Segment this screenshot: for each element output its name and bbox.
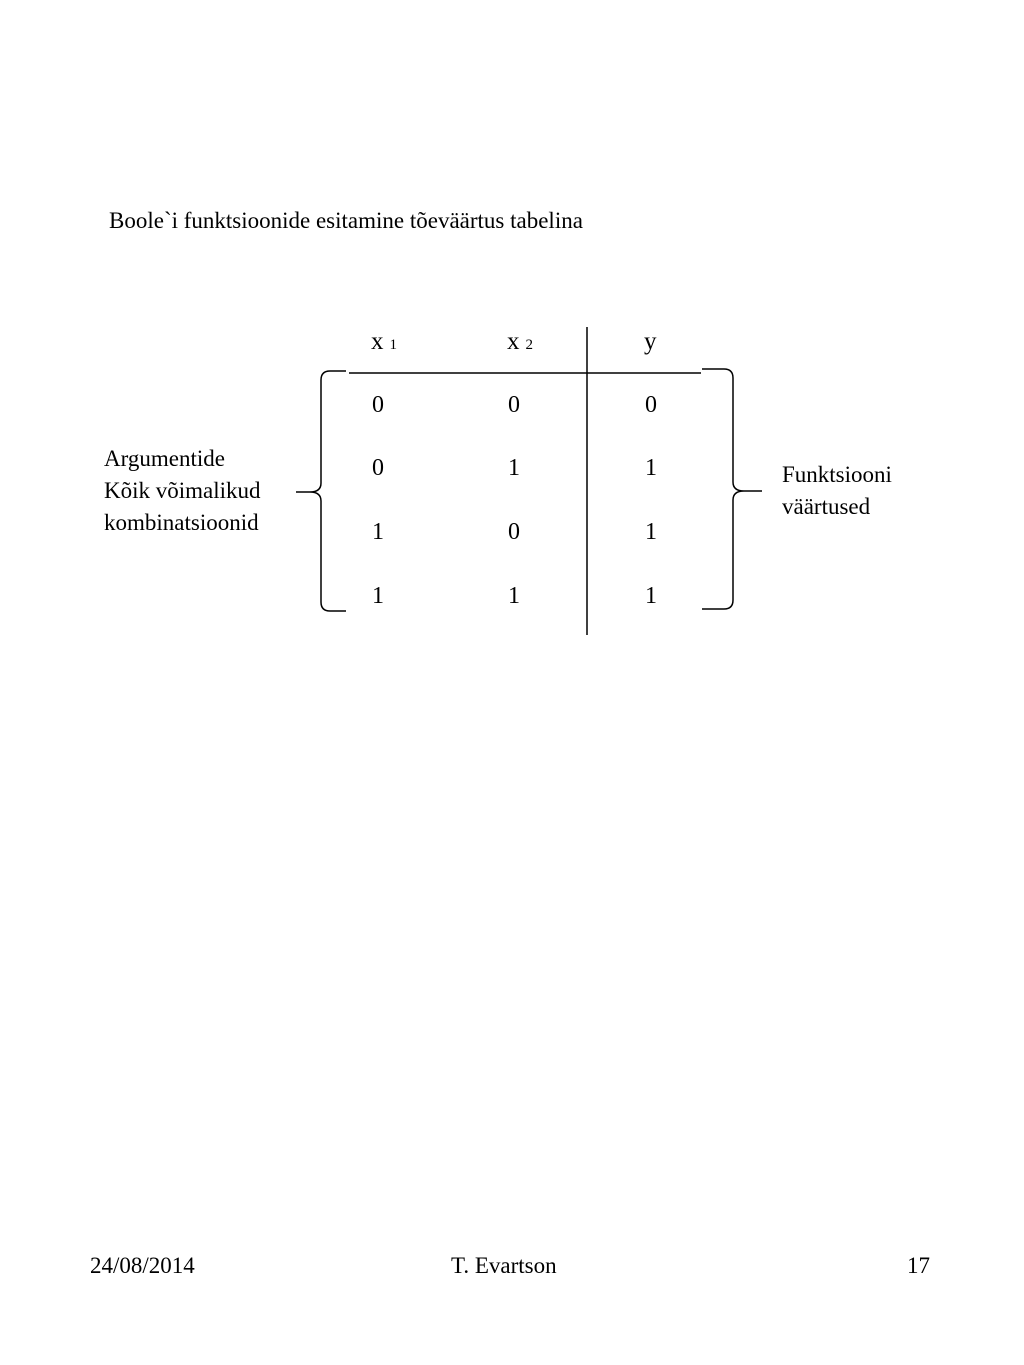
footer-page-number: 17 [907, 1253, 930, 1278]
header-x1-var: x [371, 328, 384, 355]
cell-r1-x2: 0 [508, 392, 520, 418]
arguments-label-line-2: Kõik võimalikud [104, 478, 261, 503]
cell-r1-x1: 0 [372, 392, 384, 418]
cell-r4-y: 1 [645, 583, 657, 609]
cell-r2-y: 1 [645, 455, 657, 481]
footer-author: T. Evartson [451, 1253, 557, 1278]
page-title: Boole`i funktsioonide esitamine tõeväärtus tabelina [109, 208, 583, 233]
header-x1-sub: 1 [389, 337, 397, 353]
footer-date: 24/08/2014 [90, 1253, 195, 1278]
arguments-label-line-1: Argumentide [104, 446, 225, 471]
header-x2-sub: 2 [525, 337, 533, 353]
cell-r3-x2: 0 [508, 519, 520, 545]
cell-r4-x2: 1 [508, 583, 520, 609]
function-values-label-line-1: Funktsiooni [782, 462, 892, 487]
cell-r3-x1: 1 [372, 519, 384, 545]
right-brace [702, 369, 762, 609]
function-values-label [782, 459, 892, 523]
function-values-label-line-2: väärtused [782, 494, 871, 519]
cell-r3-y: 1 [645, 519, 657, 545]
arguments-label-line-3: kombinatsioonid [104, 510, 259, 535]
left-brace [296, 371, 346, 611]
cell-r4-x1: 1 [372, 583, 384, 609]
header-x2-var: x [507, 328, 520, 355]
arguments-label [104, 443, 261, 539]
cell-r1-y: 0 [645, 392, 657, 418]
cell-r2-x1: 0 [372, 455, 384, 481]
cell-r2-x2: 1 [508, 455, 520, 481]
header-y-var: y [644, 328, 657, 355]
